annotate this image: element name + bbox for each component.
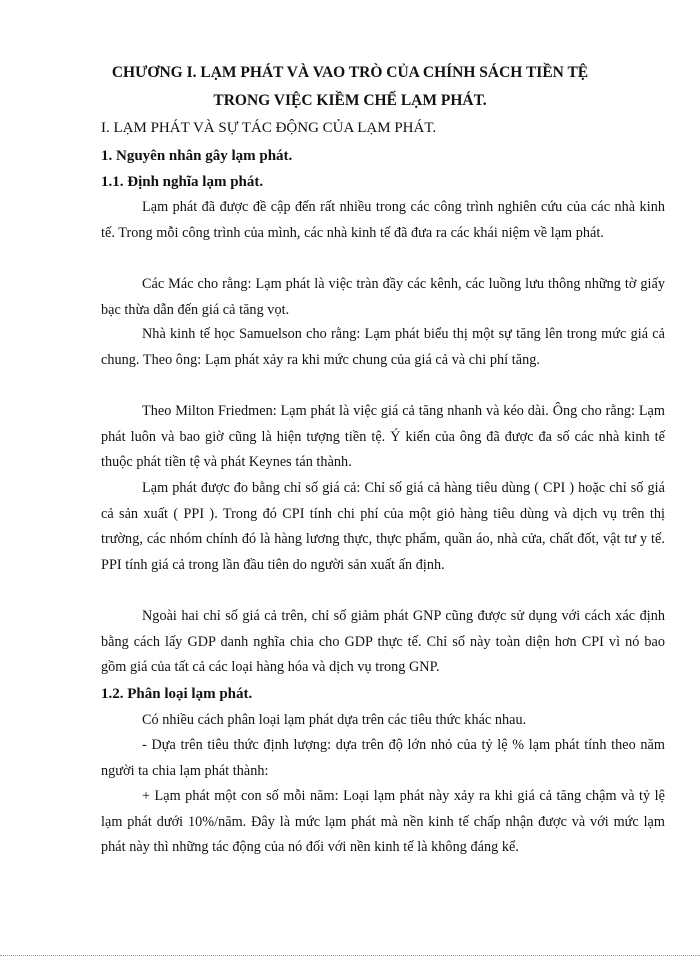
chapter-title-line-2: TRONG VIỆC KIỀM CHẾ LẠM PHÁT. xyxy=(213,92,487,109)
chapter-title-line-1: CHƯƠNG I. LẠM PHÁT VÀ VAO TRÒ CỦA CHÍNH SÁCH TIỀN TỆ xyxy=(111,64,589,81)
paragraph-samuelson: Nhà kinh tế học Samuelson cho rằng: Lạm phát biểu thị một sự tăng lên trong mức giá cả chung. Theo ông: Lạm phát xảy ra khi mức chung của giá cả và chi phí tăng. xyxy=(101,326,665,368)
paragraph-classification-intro: Có nhiều cách phân loại lạm phát dựa trên các tiêu thức khác nhau. xyxy=(142,712,527,728)
page-bottom-divider xyxy=(0,955,700,956)
subsection-heading-1: 1. Nguyên nhân gây lạm phát. xyxy=(101,148,293,164)
paragraph-definition-intro: Lạm phát đã được đề cập đến rất nhiều trong các công trình nghiên cứu của các nhà kinh tế. Trong mỗi công trình của mình, các nhà kinh tế đã đưa ra các khái niệm về lạm phát. xyxy=(101,199,665,241)
section-heading: I. LẠM PHÁT VÀ SỰ TÁC ĐỘNG CỦA LẠM PHÁT. xyxy=(101,120,437,136)
paragraph-price-index: Lạm phát được đo bằng chỉ số giá cả: Chỉ số giá cả hàng tiêu dùng ( CPI ) hoặc chỉ số giá cả sản xuất ( PPI ). Trong đó CPI tính chi phí của một giỏ hàng tiêu dùng và dịch vụ trên thị trường, các nhóm chính đó là hàng lương thực, thực phẩm, quần áo, nhà cửa, chất đốt, vật tư y tế. PPI tính giá cả trong lần đầu tiên do người sản xuất ấn định. xyxy=(101,480,665,573)
paragraph-single-digit-inflation: + Lạm phát một con số mỗi năm: Loại lạm phát này xảy ra khi giá cả tăng chậm và tỷ lệ lạm phát dưới 10%/năm. Đây là mức lạm phát mà nền kinh tế chấp nhận được và với mức lạm phát này thì những tác động của nó đối với nền kinh tế là không đáng kể. xyxy=(101,788,665,856)
paragraph-friedman: Theo Milton Friedmen: Lạm phát là việc giá cả tăng nhanh và kéo dài. Ông cho rằng: Lạm phát luôn và bao giờ cũng là hiện tượng tiền tệ. Ý kiến của ông đã được đa số các nhà kinh tế thuộc phát tiền tệ và phát Keynes tán thành. xyxy=(101,403,665,471)
subsection-heading-1-2: 1.2. Phân loại lạm phát. xyxy=(101,686,253,702)
paragraph-gnp-deflator: Ngoài hai chỉ số giá cả trên, chỉ số giảm phát GNP cũng được sử dụng với cách xác định bằng cách lấy GDP danh nghĩa chia cho GDP thực tế. Chỉ số này toàn diện hơn CPI vì nó bao gồm giá của tất cả các loại hàng hóa và dịch vụ trong GNP. xyxy=(101,608,665,676)
paragraph-quantitative-criteria: - Dựa trên tiêu thức định lượng: dựa trên độ lớn nhỏ của tỷ lệ % lạm phát tính theo năm người ta chia lạm phát thành: xyxy=(101,737,665,779)
subsection-heading-1-1: 1.1. Định nghĩa lạm phát. xyxy=(101,174,264,190)
paragraph-marx: Các Mác cho rằng: Lạm phát là việc tràn đầy các kênh, các luồng lưu thông những tờ giấy bạc thừa dẫn đến giá cả tăng vọt. xyxy=(101,276,665,318)
